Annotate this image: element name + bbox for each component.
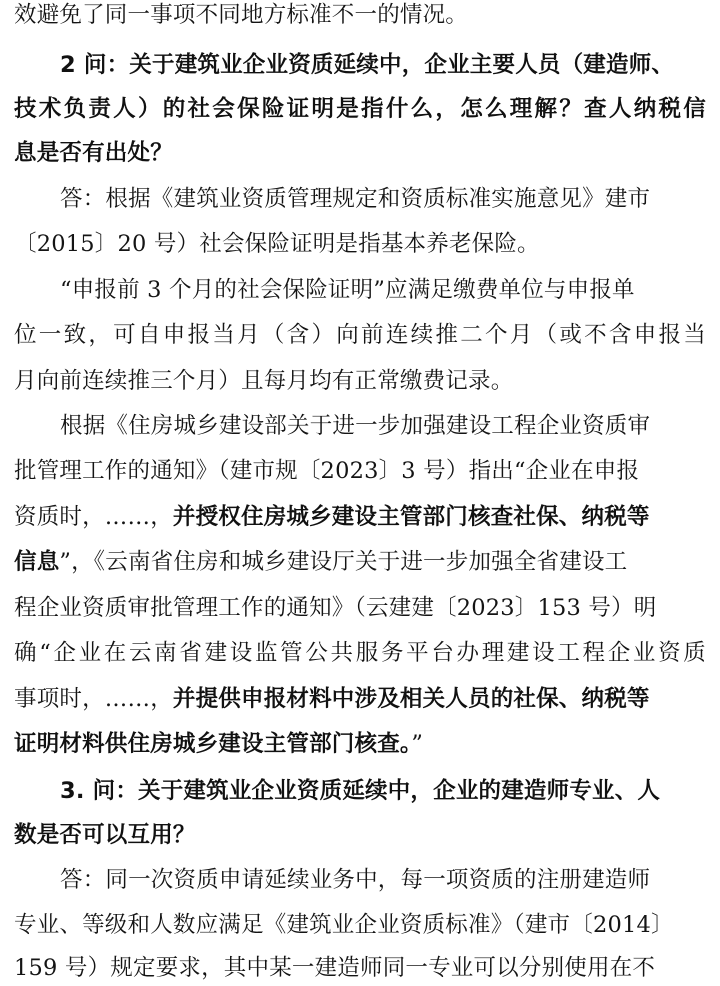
- question-heading-line: [14, 820, 706, 850]
- text-segment: 息是否有出处？: [14, 140, 173, 166]
- text-line: [14, 953, 706, 983]
- text-line: [14, 684, 706, 714]
- text-segment: 事项时，……，: [14, 686, 173, 712]
- text-segment: 技术负责人）的社会保险证明是指什么，怎么理解？查人纳税信: [14, 96, 706, 122]
- text-segment: 答：同一次资质申请延续业务中，每一项资质的注册建造师: [60, 867, 651, 893]
- text-segment: 2 问：关于建筑业企业资质延续中，企业主要人员（建造师、: [60, 52, 675, 78]
- bold-segment: 证明材料供住房城乡建设主管部门核查。: [14, 731, 412, 757]
- text-segment: 月向前连续推三个月）且每月均有正常缴费记录。: [14, 368, 514, 394]
- text-segment: ”，《云南省住房和城乡建设厅关于进一步加强全省建设工: [59, 549, 628, 575]
- text-line: [60, 275, 720, 305]
- text-line: [14, 729, 706, 759]
- text-segment: 专业、等级和人数应满足《建筑业企业资质标准》（建市〔2014〕: [14, 912, 674, 938]
- text-line: [14, 320, 706, 350]
- text-line: [14, 366, 706, 396]
- text-segment: 效避免了同一事项不同地方标准不一的情况。: [14, 2, 469, 28]
- text-segment: 159 号）规定要求，其中某一建造师同一专业可以分别使用在不: [14, 955, 656, 981]
- text-segment: 批管理工作的通知》（建市规〔2023〕3 号）指出“企业在申报: [14, 458, 640, 484]
- text-segment: 位一致，可自申报当月（含）向前连续推二个月（或不含申报当: [14, 322, 706, 348]
- text-segment: ”: [411, 731, 424, 757]
- text-segment: “申报前 3 个月的社会保险证明”应满足缴费单位与申报单: [60, 277, 635, 303]
- text-segment: 程企业资质审批管理工作的通知》（云建建〔2023〕153 号）明: [14, 595, 657, 621]
- text-segment: 资质时，……，: [14, 504, 173, 530]
- text-segment: 答：根据《建筑业资质管理规定和资质标准实施意见》建市: [60, 186, 651, 212]
- text-segment: 数是否可以互用？: [14, 822, 196, 848]
- text-line: [60, 184, 720, 214]
- bold-segment: 并提供申报材料中涉及相关人员的社保、纳税等: [172, 686, 650, 712]
- bold-segment: 并授权住房城乡建设主管部门核查社保、纳税等: [172, 504, 650, 530]
- bold-segment: 信息: [14, 549, 60, 575]
- question-heading-line: [14, 94, 706, 124]
- text-segment: 根据《住房城乡建设部关于进一步加强建设工程企业资质审: [60, 413, 651, 439]
- text-line: [14, 547, 706, 577]
- text-line: [14, 910, 706, 940]
- text-line: [14, 638, 706, 668]
- text-line: [60, 865, 720, 895]
- question-heading-line: [60, 776, 720, 806]
- text-line: [14, 456, 706, 486]
- text-line: [14, 593, 706, 623]
- text-line: [60, 411, 720, 441]
- text-segment: 〔2015〕20 号）社会保险证明是指基本养老保险。: [14, 231, 540, 257]
- question-heading-line: [14, 138, 706, 168]
- text-segment: 确“企业在云南省建设监管公共服务平台办理建设工程企业资质: [14, 640, 706, 666]
- question-heading-line: [60, 50, 720, 80]
- text-line: [14, 502, 706, 532]
- text-segment: 3. 问：关于建筑业企业资质延续中，企业的建造师专业、人: [60, 778, 661, 804]
- text-line: [14, 0, 706, 30]
- text-line: [14, 229, 706, 259]
